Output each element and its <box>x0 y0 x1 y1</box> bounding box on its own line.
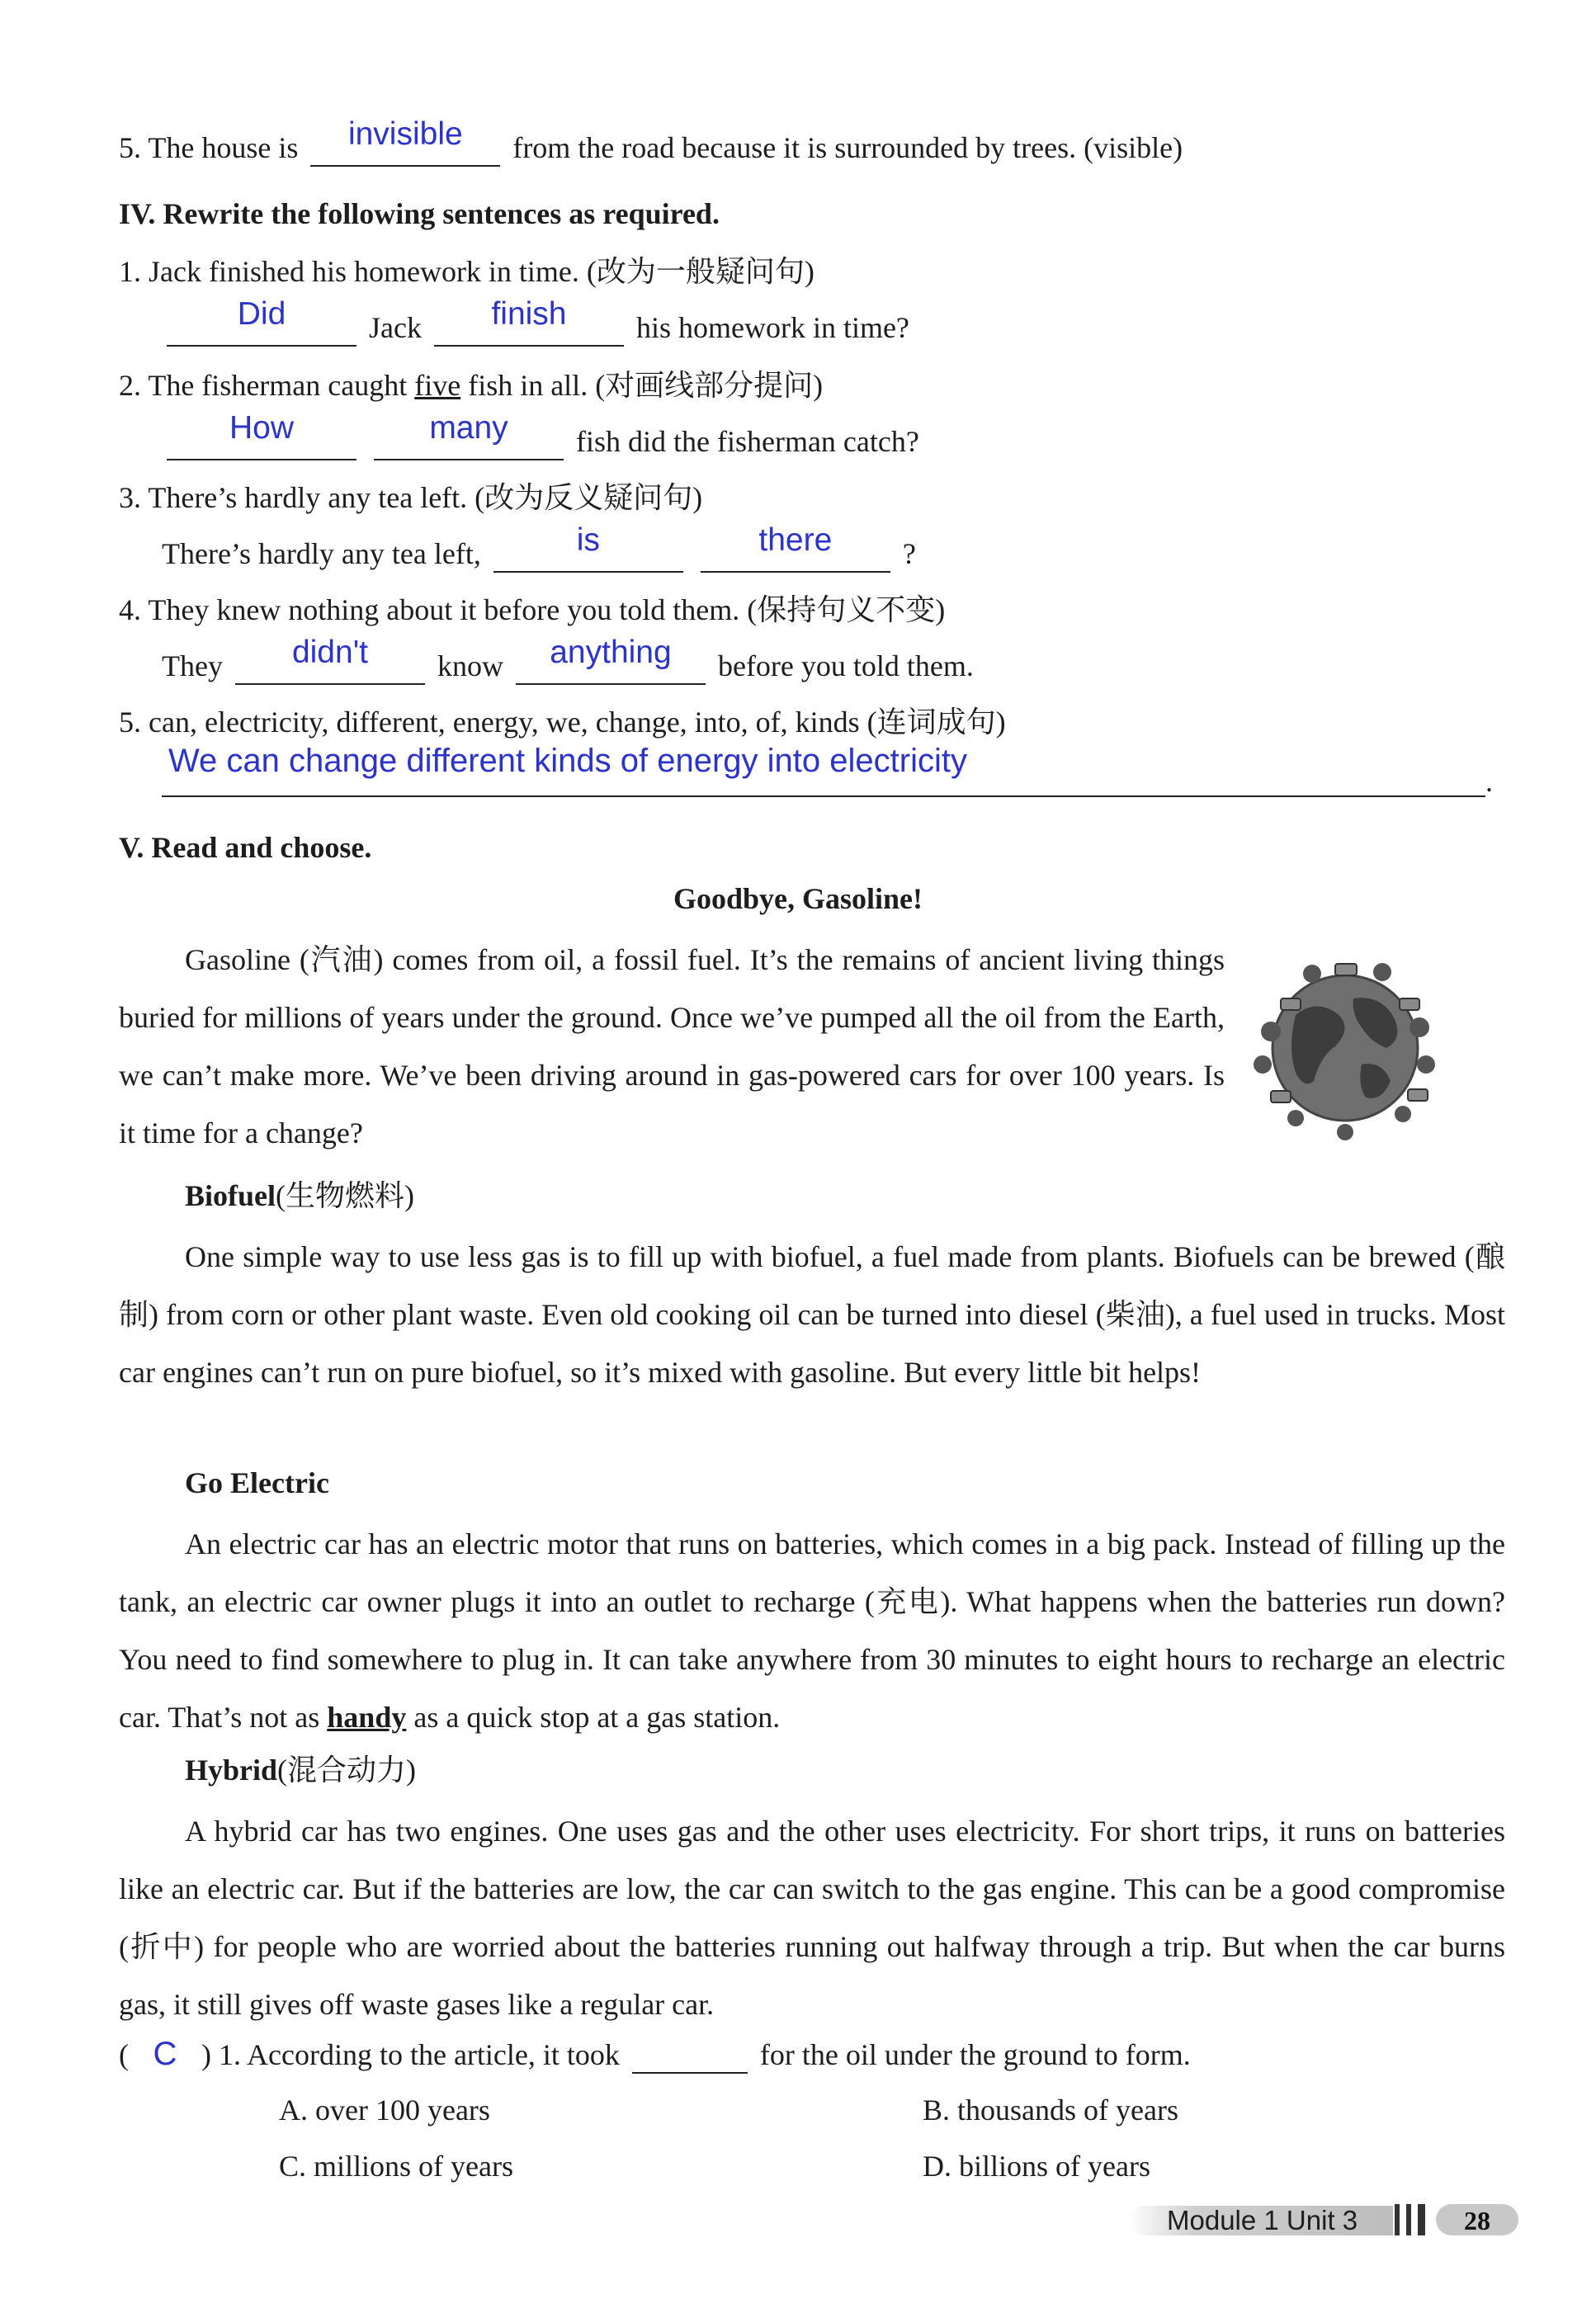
part4-question-2-answer-line <box>162 410 919 460</box>
paren: ) <box>201 2038 211 2071</box>
handwritten-answer: How <box>229 410 295 446</box>
part4-question-1-prompt: 1. Jack finished his homework in time. (改为一般疑问句) <box>119 255 815 288</box>
prompt-text: 2. The fisherman caught <box>119 369 408 402</box>
paragraph-hybrid: A hybrid car has two engines. One uses gas and the other uses electricity. For short trips, it runs on batteries like an electric car. But if the batteries are low, the car can switch to the gas engine. This can be a good compromise (折中) for people who are worried about the batteries running out halfway through a trip. But when the car burns gas, it still gives off waste gases like a regular car. <box>119 1815 1505 2021</box>
option-c[interactable]: C. millions of years <box>279 2150 513 2183</box>
heading-translation: (混合动力) <box>277 1754 417 1787</box>
answer-line[interactable] <box>162 795 1485 797</box>
heading-translation: (生物燃料) <box>276 1179 414 1212</box>
answer-blank[interactable] <box>310 116 500 167</box>
part4-question-4-answer-line <box>162 635 974 685</box>
part4-question-2-prompt <box>119 366 823 404</box>
option-d[interactable]: D. billions of years <box>923 2150 1150 2183</box>
section-title-v: V. Read and choose. <box>119 831 372 864</box>
section-heading-hybrid <box>185 1751 416 1789</box>
heading-text: Hybrid <box>185 1754 278 1787</box>
question-number: 5. <box>119 131 141 164</box>
handwritten-answer: finish <box>491 296 567 332</box>
answer-blank[interactable] <box>167 296 357 347</box>
page-footer <box>1129 2201 1518 2239</box>
answer-blank[interactable] <box>374 410 564 460</box>
question-text: 1. According to the article, it took <box>219 2038 620 2071</box>
section-title-iv: IV. Rewrite the following sentences as required. <box>119 197 720 230</box>
paren: ( <box>119 2038 129 2071</box>
part4-question-4-prompt: 4. They knew nothing about it before you told them. (保持句义不变) <box>119 593 946 626</box>
paragraph-go-electric <box>119 1515 1505 1746</box>
reading-question-1 <box>119 2035 1191 2074</box>
period: . <box>1485 765 1493 798</box>
option-a[interactable]: A. over 100 years <box>279 2094 490 2127</box>
answer-blank[interactable] <box>434 296 624 347</box>
footer-bar <box>1418 2204 1425 2235</box>
page-number-badge <box>1436 2204 1518 2235</box>
part3-question-5 <box>119 116 1183 167</box>
paragraph-biofuel: One simple way to use less gas is to fill up with biofuel, a fuel made from plants. Biofuels can be brewed (酿制) from corn or other plant waste. Even old cooking oil can be turned into diesel (柴油), a fuel used in trucks. Most car engines can’t run on pure biofuel, so it’s mixed with gasoline. But every little bit helps! <box>119 1240 1505 1389</box>
question-text-post: from the road because it is surrounded by trees. (visible) <box>512 131 1183 164</box>
underlined-word: five <box>414 369 461 402</box>
paragraph-text: An electric car has an electric motor that runs on batteries, which comes in a big pack. Instead of filling up the tank, an electric car owner plugs it into an outlet to recharge (充电). What happens when the batteries run down? You need to find somewhere to plug in. It can take anywhere from 30 minutes to eight hours to recharge an electric car. That’s not as <box>119 1527 1505 1734</box>
option-b[interactable]: B. thousands of years <box>923 2094 1178 2127</box>
answer-blank[interactable] <box>516 635 706 685</box>
earth-cars-illustration <box>1238 949 1452 1147</box>
selected-answer[interactable]: C <box>153 2036 177 2072</box>
answer-blank[interactable] <box>701 522 890 573</box>
handwritten-answer: invisible <box>347 116 463 152</box>
answer-blank[interactable] <box>493 522 683 573</box>
paragraph-text: as a quick stop at a gas station. <box>413 1701 781 1734</box>
answer-text: know <box>437 649 503 682</box>
answer-blank[interactable] <box>235 635 425 685</box>
answer-text: Jack <box>369 311 422 344</box>
answer-text: ? <box>902 537 916 570</box>
prompt-text: fish in all. (对画线部分提问) <box>468 369 824 402</box>
handwritten-answer: many <box>429 410 508 446</box>
question-blank <box>632 2044 748 2074</box>
answer-text: There’s hardly any tea left, <box>162 537 481 570</box>
heading-text: Biofuel <box>185 1179 276 1212</box>
answer-text: fish did the fisherman catch? <box>576 425 919 458</box>
handwritten-answer: anything <box>550 635 672 670</box>
question-text-pre: The house is <box>148 131 299 164</box>
handwritten-sentence-answer: We can change different kinds of energy into electricity <box>168 743 967 779</box>
handwritten-answer: is <box>576 522 600 558</box>
section-heading-go-electric: Go Electric <box>185 1466 329 1499</box>
section-heading-biofuel <box>185 1177 414 1215</box>
part4-question-1-answer-line <box>162 296 909 347</box>
answer-text: his homework in time? <box>635 311 909 344</box>
answer-text: before you told them. <box>717 649 974 682</box>
part4-question-5-prompt: 5. can, electricity, different, energy, we, change, into, of, kinds (连词成句) <box>119 706 1006 739</box>
handwritten-answer: Did <box>237 296 286 332</box>
handwritten-answer: there <box>758 522 833 558</box>
article-intro: Gasoline (汽油) comes from oil, a fossil fuel. It’s the remains of ancient living things buried for millions of years under the ground. Once we’ve pumped all the oil from the Earth, we can’t make more. We’ve been driving around in gas-powered cars for over 100 years. Is it time for a change? <box>119 943 1225 1149</box>
unit-label: Module 1 Unit 3 <box>1167 2205 1358 2235</box>
footer-bar <box>1395 2204 1400 2235</box>
part4-question-3-answer-line <box>162 522 916 573</box>
question-text: for the oil under the ground to form. <box>759 2038 1191 2071</box>
footer-bar <box>1406 2204 1411 2235</box>
handwritten-answer: didn't <box>291 635 368 670</box>
article-title: Goodbye, Gasoline! <box>673 882 923 915</box>
answer-text: They <box>162 649 223 682</box>
answer-blank[interactable] <box>167 410 357 460</box>
underlined-vocab-word: handy <box>327 1701 407 1734</box>
part4-question-3-prompt: 3. There’s hardly any tea left. (改为反义疑问句) <box>119 481 703 514</box>
page-number: 28 <box>1464 2206 1490 2235</box>
